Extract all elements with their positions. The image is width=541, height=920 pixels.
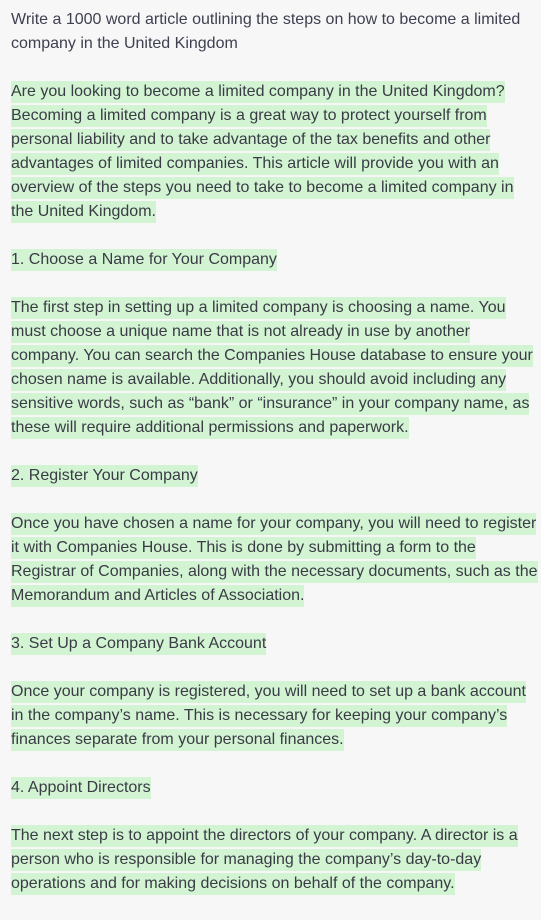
response-paragraph-bank-account: Once your company is registered, you will need to set up a bank account in the company’s name. This is necessary for keeping your company’s finances separate from your personal finances. [11, 680, 539, 752]
section-heading-directors: 4. Appoint Directors [11, 776, 539, 800]
response-paragraph-intro: Are you looking to become a limited company in the United Kingdom? Becoming a limited company is a great way to protect yourself from personal liability and to take advantage of the tax benefits and other advantages of limited companies. This article will provide you with an overview of the steps you need to take to become a limited company in the United Kingdom. [11, 80, 539, 224]
user-prompt: Write a 1000 word article outlining the steps on how to become a limited company in the United Kingdom [11, 11, 521, 52]
response-paragraph-directors: The next step is to appoint the directors of your company. A director is a person who is responsible for managing the company’s day-to-day operations and for making decisions on behalf of the company. [11, 824, 539, 896]
section-heading-bank-account: 3. Set Up a Company Bank Account [11, 632, 539, 656]
section-heading-choose-name: 1. Choose a Name for Your Company [11, 248, 539, 272]
response-paragraph-choose-name: The first step in setting up a limited company is choosing a name. You must choose a unique name that is not already in use by another company. You can search the Companies House database to ensure your chosen name is available. Additionally, you should avoid including any sensitive words, such as “bank” or “insurance” in your company name, as these will require additional permissions and paperwork. [11, 296, 539, 440]
assistant-response [11, 80, 539, 896]
section-heading-register: 2. Register Your Company [11, 464, 539, 488]
response-paragraph-register: Once you have chosen a name for your company, you will need to register it with Companies House. This is done by submitting a form to the Registrar of Companies, along with the necessary documents, such as the Memorandum and Articles of Association. [11, 512, 539, 608]
conversation [11, 8, 539, 896]
